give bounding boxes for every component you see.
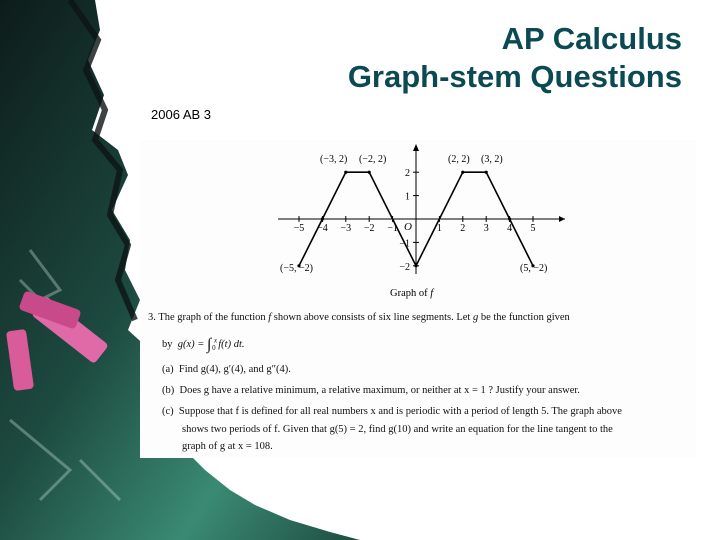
x-tick-label: 4 [507, 223, 513, 234]
data-point [508, 217, 511, 220]
y-tick-label: −2 [399, 261, 410, 273]
data-point [344, 171, 347, 174]
data-point [368, 171, 371, 174]
x-tick-label: −5 [293, 223, 305, 234]
slide-subtitle: 2006 AB 3 [151, 107, 211, 122]
point-label: (−2, 2) [359, 154, 387, 165]
point-label: (3, 2) [481, 154, 503, 165]
x-axis-arrow-icon [559, 216, 565, 222]
data-point [414, 264, 417, 267]
x-tick-label: −2 [363, 223, 375, 234]
integral-icon: ∫ [207, 336, 212, 353]
title-line-1: AP Calculus [501, 21, 682, 56]
function-graph [140, 140, 696, 305]
slide-title [348, 20, 682, 96]
point-label: (2, 2) [448, 154, 470, 165]
part-c: (c) Suppose that f is defined for all real numbers x and is periodic with a period of length 5. The graph above [162, 406, 622, 417]
y-axis-arrow-icon [413, 144, 419, 151]
x-tick-label: 2 [460, 223, 466, 234]
y-tick-label: 2 [405, 168, 410, 180]
x-tick-label: −3 [340, 223, 352, 234]
x-tick-label: 1 [436, 223, 442, 234]
title-line-2: Graph-stem Questions [347, 59, 682, 94]
question-number: 3. [148, 312, 156, 323]
y-tick-label: 1 [405, 191, 410, 203]
data-point [321, 217, 324, 220]
point-label: (−5, −2) [280, 263, 313, 274]
y-tick-label: −1 [399, 238, 410, 250]
point-label: (5, −2) [520, 263, 548, 274]
x-tick-label: 3 [483, 223, 489, 234]
x-tick-label: −4 [317, 223, 328, 234]
part-a: (a) Find g(4), g′(4), and g″(4). [162, 364, 291, 375]
origin-label: O [404, 221, 412, 233]
graph-caption: Graph of f [390, 288, 434, 299]
part-c-line-3: graph of g at x = 108. [182, 441, 273, 452]
part-b: (b) Does g have a relative minimum, a relative maximum, or neither at x = 1 ? Justify your answer. [162, 385, 580, 396]
point-label: (−3, 2) [320, 154, 348, 165]
x-tick-label: 5 [530, 223, 536, 234]
x-tick-label: −1 [387, 223, 398, 234]
data-point [485, 171, 488, 174]
data-point [461, 171, 464, 174]
part-c-line-2: shows two periods of f. Given that g(5) = 2, find g(10) and write an equation for the line tangent to the [182, 424, 613, 435]
